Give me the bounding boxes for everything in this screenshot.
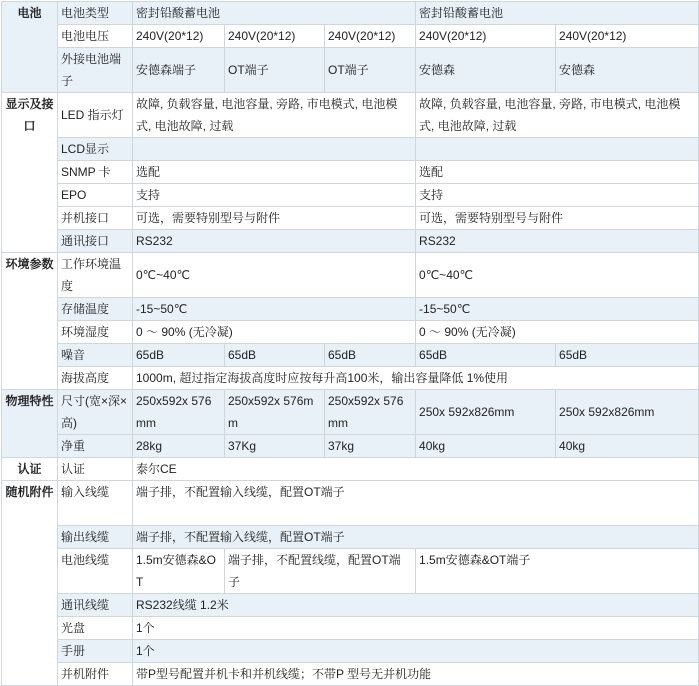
category-accessories: 随机附件 — [2, 481, 58, 686]
table-row — [2, 435, 699, 458]
category-environment: 环境参数 — [2, 253, 58, 390]
cell: 1个 — [133, 617, 699, 640]
cell: 0 ～ 90% (无冷凝) — [416, 321, 699, 344]
cell: RS232 — [133, 230, 416, 253]
table-row — [2, 48, 699, 93]
cell: 安德森 — [416, 48, 556, 93]
cell: 密封铅酸蓄电池 — [416, 2, 699, 25]
row-label: EPO — [58, 184, 133, 207]
row-label: 通讯线缆 — [58, 594, 133, 617]
cell: 37Kg — [225, 435, 325, 458]
table-row — [2, 367, 699, 390]
cell: 可选，需要特别型号与附件 — [133, 207, 416, 230]
cell: 支持 — [133, 184, 416, 207]
category-battery: 电池 — [2, 2, 58, 93]
cell — [133, 138, 416, 161]
cell: 0℃~40℃ — [416, 253, 699, 298]
row-label: 尺寸(宽×深×高) — [58, 390, 133, 435]
cell: 1.5m安德森&OT — [133, 549, 225, 594]
cell: 250x592x 576mm — [133, 390, 225, 435]
cell: 240V(20*12) — [325, 25, 416, 48]
cell: 240V(20*12) — [133, 25, 225, 48]
cell: 端子排，不配置输入线缆，配置OT端子 — [133, 526, 699, 549]
cell: 安德森端子 — [133, 48, 225, 93]
row-label: 净重 — [58, 435, 133, 458]
cell: 密封铅酸蓄电池 — [133, 2, 416, 25]
row-label: SNMP 卡 — [58, 161, 133, 184]
spec-table — [1, 1, 699, 686]
cell: 40kg — [416, 435, 556, 458]
row-label: 海拔高度 — [58, 367, 133, 390]
row-label: 外接电池端子 — [58, 48, 133, 93]
row-label: 光盘 — [58, 617, 133, 640]
cell: 故障, 负载容量, 电池容量, 旁路, 市电模式, 电池模式, 电池故障, 过载 — [133, 93, 416, 138]
cell: RS232线缆 1.2米 — [133, 594, 699, 617]
cell: -15~50℃ — [416, 298, 699, 321]
table-row — [2, 93, 699, 138]
table-row — [2, 161, 699, 184]
row-label: LED 指示灯 — [58, 93, 133, 138]
row-label: 认证 — [58, 458, 133, 481]
cell: 65dB — [416, 344, 556, 367]
row-label: 环境湿度 — [58, 321, 133, 344]
cell: 带P型号配置并机卡和并机线缆；不带P 型号无并机功能 — [133, 663, 699, 686]
cell: 支持 — [416, 184, 699, 207]
table-row — [2, 481, 699, 526]
category-display-interface: 显示及接口 — [2, 93, 58, 253]
table-row — [2, 549, 699, 594]
table-row — [2, 25, 699, 48]
table-row — [2, 230, 699, 253]
cell: 故障, 负载容量, 电池容量, 旁路, 市电模式, 电池模式, 电池故障, 过载 — [416, 93, 699, 138]
cell: 0℃~40℃ — [133, 253, 416, 298]
cell: 240V(20*12) — [416, 25, 556, 48]
table-row — [2, 458, 699, 481]
table-row — [2, 321, 699, 344]
cell: 可选，需要特别型号与附件 — [416, 207, 699, 230]
row-label: 电池电压 — [58, 25, 133, 48]
cell: 选配 — [133, 161, 416, 184]
cell: 安德森 — [556, 48, 699, 93]
row-label: LCD显示 — [58, 138, 133, 161]
table-row — [2, 2, 699, 25]
cell: 65dB — [133, 344, 225, 367]
table-row — [2, 298, 699, 321]
table-row — [2, 594, 699, 617]
row-label: 电池线缆 — [58, 549, 133, 594]
row-label: 电池类型 — [58, 2, 133, 25]
cell: 37kg — [325, 435, 416, 458]
cell: 端子排，不配置线缆，配置OT端子 — [225, 549, 416, 594]
cell: 250x 592x826mm — [416, 390, 556, 435]
cell: 1000m, 超过指定海拔高度时应按每升高100米，输出容量降低 1%使用 — [133, 367, 699, 390]
cell: 250x592x 576mm — [325, 390, 416, 435]
row-label: 通讯接口 — [58, 230, 133, 253]
cell: 选配 — [416, 161, 699, 184]
row-label: 并机附件 — [58, 663, 133, 686]
cell: 240V(20*12) — [556, 25, 699, 48]
cell: 1个 — [133, 640, 699, 663]
cell — [416, 138, 699, 161]
cell: 泰尔CE — [133, 458, 699, 481]
row-label: 输入线缆 — [58, 481, 133, 526]
table-row — [2, 207, 699, 230]
cell: 65dB — [556, 344, 699, 367]
cell: 0 ～ 90% (无冷凝) — [133, 321, 416, 344]
table-row — [2, 526, 699, 549]
cell: 250x 592x826mm — [556, 390, 699, 435]
table-row — [2, 253, 699, 298]
table-row — [2, 184, 699, 207]
cell: 250x592x 576mm — [225, 390, 325, 435]
cell: 端子排，不配置输入线缆，配置OT端子 — [133, 481, 699, 526]
cell: 40kg — [556, 435, 699, 458]
category-certification: 认证 — [2, 458, 58, 481]
row-label: 输出线缆 — [58, 526, 133, 549]
cell: RS232 — [416, 230, 699, 253]
cell: 28kg — [133, 435, 225, 458]
cell: 65dB — [225, 344, 325, 367]
cell: OT端子 — [325, 48, 416, 93]
cell: OT端子 — [225, 48, 325, 93]
table-row — [2, 617, 699, 640]
cell: 65dB — [325, 344, 416, 367]
table-row — [2, 640, 699, 663]
cell: 240V(20*12) — [225, 25, 325, 48]
cell: -15~50℃ — [133, 298, 416, 321]
row-label: 工作环境温度 — [58, 253, 133, 298]
row-label: 手册 — [58, 640, 133, 663]
row-label: 噪音 — [58, 344, 133, 367]
row-label: 并机接口 — [58, 207, 133, 230]
category-physical: 物理特性 — [2, 390, 58, 458]
row-label: 存储温度 — [58, 298, 133, 321]
table-row — [2, 663, 699, 686]
table-row — [2, 390, 699, 435]
cell: 1.5m安德森&OT端子 — [416, 549, 699, 594]
table-row — [2, 138, 699, 161]
table-row — [2, 344, 699, 367]
